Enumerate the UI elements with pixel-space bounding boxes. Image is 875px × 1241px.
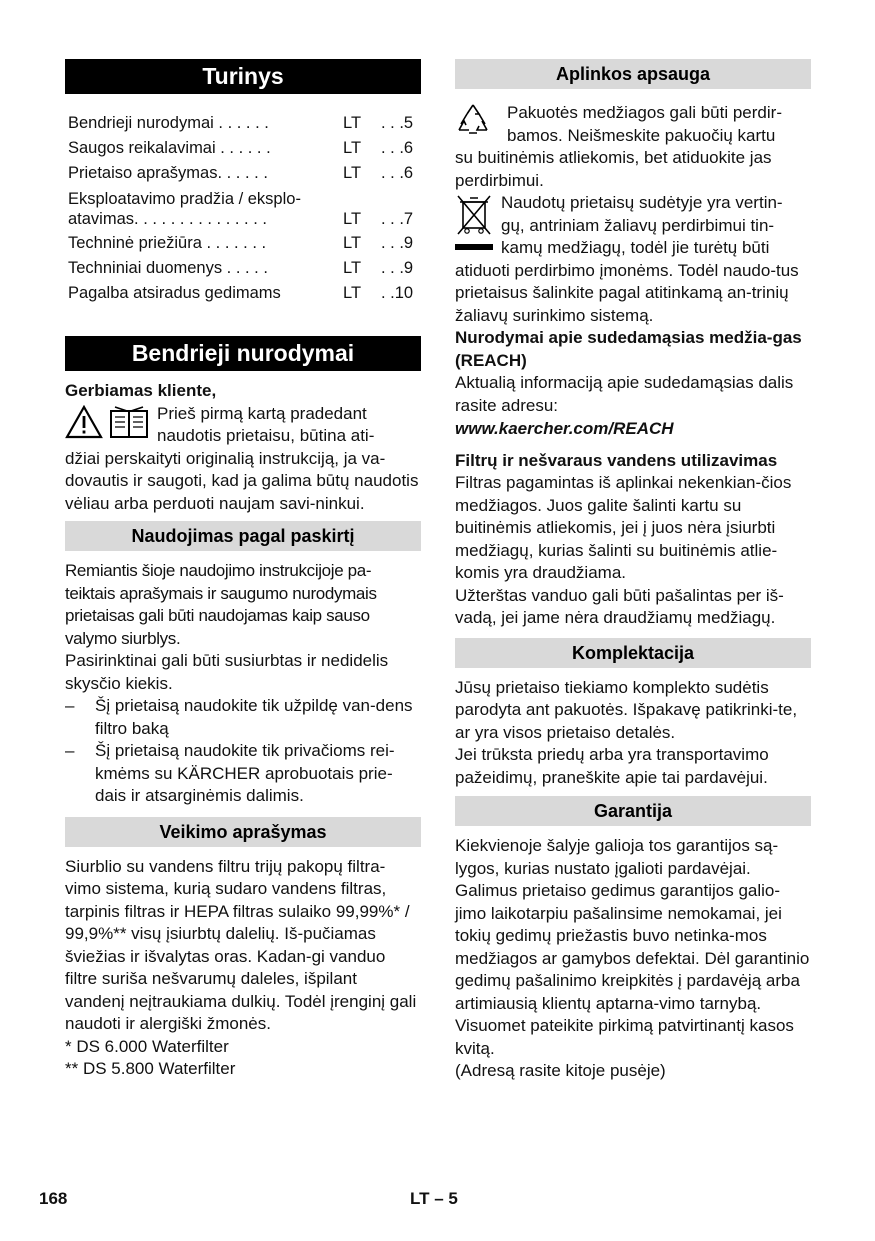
section-heading-function: Veikimo aprašymas bbox=[65, 817, 421, 847]
toc-row bbox=[68, 161, 421, 186]
section-heading-intended-use: Naudojimas pagal paskirtį bbox=[65, 521, 421, 551]
toc-title: Techniniai duomenys . . . . . bbox=[68, 259, 268, 277]
toc-lang: LT bbox=[343, 284, 362, 302]
env-p1-line1: Pakuotės medžiagos gali būti perdir- bbox=[507, 103, 782, 122]
toc-row bbox=[68, 281, 421, 306]
recycling-note bbox=[455, 102, 811, 147]
toc-lang: LT bbox=[343, 210, 362, 228]
reach-url: www.kaercher.com/REACH bbox=[455, 419, 674, 438]
list-item bbox=[65, 695, 421, 740]
toc-title: Pagalba atsiradus gedimams bbox=[68, 284, 281, 302]
warranty-body: Kiekvienoje šalyje galioja tos garantijos są-lygos, kurias nustato įgalioti pardavėjai. Galimus prietaiso gedimus garantijos galio-jimo laikotarpiu pašalinsime nemokamai, jei tokių gedimų priežastis buvo netinka-mos medžiagos ar gamybos defektai. Dėl garantinio gedimų pašalinimo kreipkitės į pardavėją arba artimiausią klientų aptarna-vimo tarnybą. Visuomet pateikite pirkimą patvirtinantį kasos kvitą. bbox=[455, 836, 810, 1058]
manual-book-icon bbox=[109, 405, 149, 439]
toc-page: . . .9 bbox=[381, 259, 414, 277]
filter-heading: Filtrų ir nešvaraus vandens utilizavimas bbox=[455, 450, 778, 470]
reach-body: Aktualią informaciją apie sudedamąsias dalis rasite adresu: bbox=[455, 373, 794, 415]
toc-lang: LT bbox=[343, 234, 362, 252]
section-heading-scope: Komplektacija bbox=[455, 638, 811, 668]
toc-lang: LT bbox=[343, 259, 362, 277]
use-paragraph-2: Pasirinktinai gali būti susiurbtas ir nedidelis skysčio kiekis. bbox=[65, 651, 389, 693]
toc-page: . . .5 bbox=[381, 114, 414, 132]
use-paragraph-1: Remiantis šioje naudojimo instrukcijoje pa-teiktais aprašymais ir saugumo nurodymais prietaisas gali būti naudojamas kaip sauso valymo siurblys. bbox=[65, 561, 377, 648]
env-p2-rest: atiduoti perdirbimo įmonėms. Todėl naudo-tus prietaisus šalinkite pagal atitinkamą an-trinių žaliavų surinkimo sistemą. bbox=[455, 260, 799, 325]
toc-row bbox=[68, 231, 421, 256]
toc-lang: LT bbox=[343, 114, 362, 132]
warranty-address: (Adresą rasite kitoje pusėje) bbox=[455, 1061, 666, 1080]
section-heading-general: Bendrieji nurodymai bbox=[65, 336, 421, 371]
env-p2-line2: gų, antriniam žaliavų perdirbimui tin- bbox=[501, 215, 775, 235]
dash-bullet: – bbox=[65, 741, 75, 760]
recycling-icon bbox=[455, 102, 491, 136]
toc-lang: LT bbox=[343, 139, 362, 157]
right-column bbox=[455, 59, 811, 1083]
env-p1-line2: bamos. Neišmeskite pakuočių kartu bbox=[507, 125, 776, 145]
toc-page: . .10 bbox=[381, 284, 414, 302]
left-column bbox=[65, 59, 421, 1081]
toc-title: Prietaiso aprašymas. . . . . . bbox=[68, 164, 268, 182]
scope-paragraph-2: Jei trūksta priedų arba yra transportavimo pažeidimų, praneškite apie tai pardavėjui. bbox=[455, 745, 769, 787]
toc-row bbox=[68, 111, 421, 136]
footnote-1: * DS 6.000 Waterfilter bbox=[65, 1036, 229, 1056]
toc-title-line1: Eksploatavimo pradžia / eksplo- bbox=[68, 190, 301, 208]
env-p2-line3: kamų medžiagų, todėl jie turėtų būti bbox=[501, 238, 770, 257]
warning-triangle-icon bbox=[65, 405, 103, 439]
toc-page: . . .7 bbox=[381, 210, 414, 228]
function-body: Siurblio su vandens filtru trijų pakopų filtra-vimo sistema, kurią sudaro vandens filtras, tarpinis filtras ir HEPA filtras sulaiko 99,99%* / 99,9%** visų įsiurbtų dalelių. Iš-pučiamas šviežias ir išvalytas oras. Kadan-gi vanduo filtre suriša nešvarumų daleles, išpilant vandenį neįtraukiama dulkių. Todėl įrenginį gali naudoti ir alergiški žmonės. bbox=[65, 856, 417, 1033]
page-number: 168 bbox=[39, 1189, 68, 1208]
toc-title: Bendrieji nurodymai . . . . . . bbox=[68, 114, 269, 132]
crossed-bin-icon bbox=[455, 194, 493, 252]
weee-note bbox=[455, 192, 811, 260]
toc-row bbox=[68, 189, 421, 209]
warning-note bbox=[65, 403, 421, 448]
toc-title: atavimas. . . . . . . . . . . . . . . bbox=[68, 210, 267, 228]
env-p1-rest: su buitinėmis atliekomis, bet atiduokite jas perdirbimui. bbox=[455, 148, 772, 190]
scope-paragraph-1: Jūsų prietaiso tiekiamo komplekto sudėtis parodyta ant pakuotės. Išpakavę patikrinki-te, ar yra visos prietaiso detalės. bbox=[455, 677, 798, 742]
general-icon-line2: naudotis prietaisu, būtina ati- bbox=[157, 426, 375, 445]
table-of-contents bbox=[68, 111, 421, 306]
toc-lang: LT bbox=[343, 164, 362, 182]
dash-bullet: – bbox=[65, 696, 75, 715]
toc-title: Saugos reikalavimai . . . . . . bbox=[68, 139, 271, 157]
toc-page: . . .6 bbox=[381, 164, 414, 182]
toc-page: . . .9 bbox=[381, 234, 414, 252]
filter-paragraph-2: Užterštas vanduo gali būti pašalintas per iš-vadą, jei jame nėra draudžiamų medžiagų. bbox=[455, 585, 784, 627]
section-heading-environment: Aplinkos apsauga bbox=[455, 59, 811, 89]
toc-row bbox=[68, 256, 421, 281]
reach-heading: Nurodymai apie sudedamąsias medžia-gas (REACH) bbox=[455, 328, 802, 370]
filter-paragraph-1: Filtras pagamintas iš aplinkai nekenkian-čios medžiagos. Juos galite šalinti kartu su buitinėmis atliekomis, jei į juos nėra įsiurbti medžiagų, kurias šalinti su buitinėmis atlie-komis yra draudžiama. bbox=[455, 473, 792, 582]
general-icon-line1: Prieš pirmą kartą pradedant bbox=[157, 403, 367, 423]
toc-page: . . .6 bbox=[381, 139, 414, 157]
env-p2-line1: Naudotų prietaisų sudėtyje yra vertin- bbox=[501, 193, 783, 212]
toc-title: Techninė priežiūra . . . . . . . bbox=[68, 234, 267, 252]
general-body: džiai perskaityti originalią instrukciją, ja va-dovautis ir saugoti, kad ja galima būtų naudotis vėliau arba perduoti naujam savi-ninkui. bbox=[65, 448, 419, 513]
list-item-text: Šį prietaisą naudokite tik privačioms rei-kmėms su KÄRCHER aprobuotais prie-dais ir atsarginėmis dalimis. bbox=[95, 741, 395, 805]
footnote-2: ** DS 5.800 Waterfilter bbox=[65, 1059, 236, 1078]
dear-customer: Gerbiamas kliente, bbox=[65, 381, 217, 400]
list-item bbox=[65, 740, 421, 808]
toc-row bbox=[68, 209, 421, 229]
toc-row bbox=[68, 136, 421, 161]
toc-heading: Turinys bbox=[65, 59, 421, 94]
list-item-text: Šį prietaisą naudokite tik užpildę van-dens filtro baką bbox=[95, 696, 413, 738]
language-page-label: LT – 5 bbox=[410, 1189, 458, 1208]
section-heading-warranty: Garantija bbox=[455, 796, 811, 826]
